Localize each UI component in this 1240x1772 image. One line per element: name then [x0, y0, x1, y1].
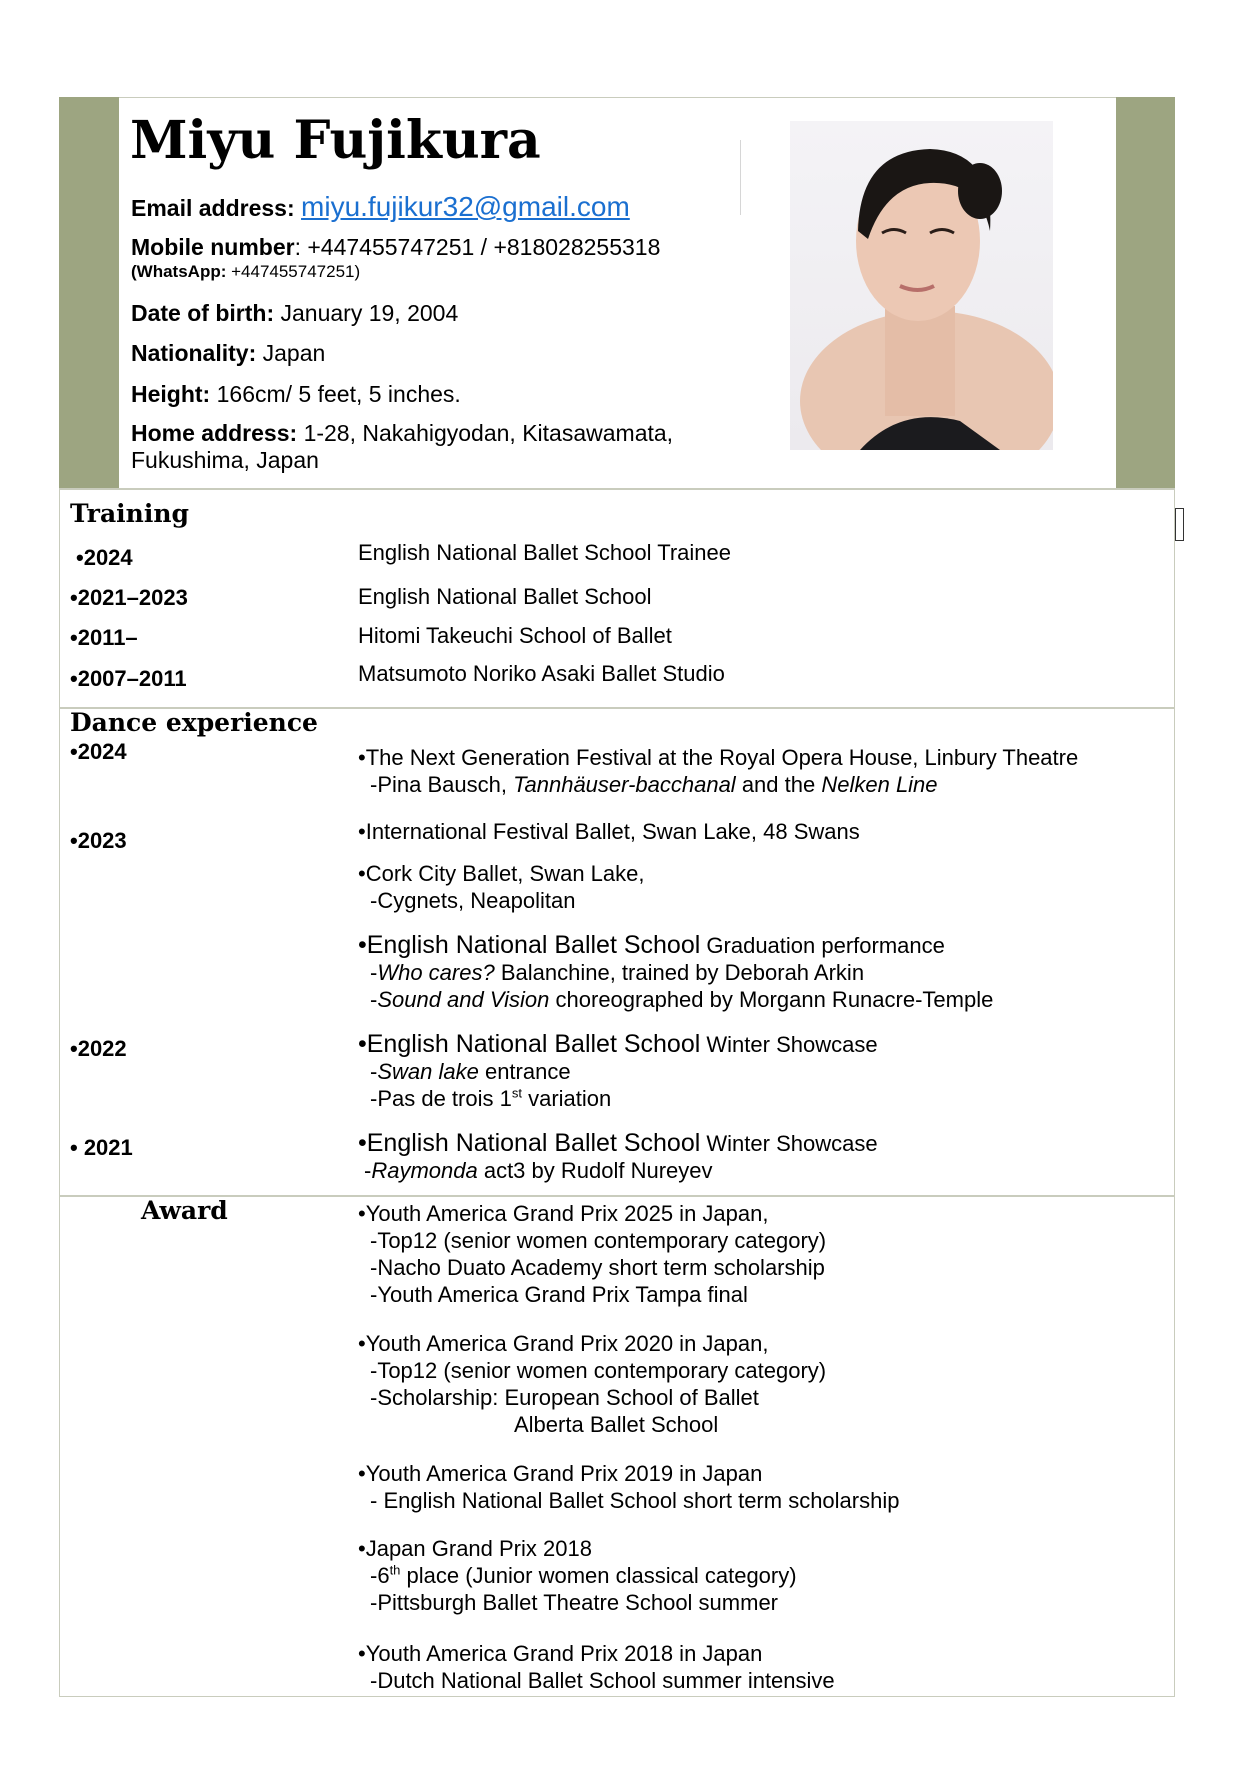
candidate-name: Miyu Fujikura [130, 110, 541, 171]
address-row [131, 420, 673, 447]
profile-photo [790, 121, 1053, 450]
email-link[interactable]: miyu.fujikur32@gmail.com [301, 191, 630, 222]
text: and the [735, 772, 822, 797]
award-entry [358, 1640, 835, 1694]
award-entry [358, 1330, 826, 1438]
work-title: Swan lake [377, 1059, 479, 1084]
mobile-row [131, 234, 660, 261]
text: - [364, 1158, 372, 1183]
award-line: •Youth America Grand Prix 2019 in Japan [358, 1461, 763, 1486]
award-line [358, 1562, 797, 1589]
award-line: -Youth America Grand Prix Tampa final [370, 1282, 748, 1307]
dance-line [358, 1157, 878, 1184]
whatsapp-value: +447455747251) [231, 262, 361, 281]
training-date: •2011– [70, 625, 138, 650]
work-title: Who cares? [377, 960, 495, 985]
text: choreographed by Morgann Runacre-Temple [549, 987, 994, 1012]
dob-row [131, 300, 458, 327]
whatsapp-label: (WhatsApp: [131, 262, 227, 281]
superscript: st [511, 1085, 522, 1101]
dance-line [358, 1085, 878, 1112]
email-label: Email address: [131, 195, 295, 221]
dob-label: Date of birth: [131, 300, 275, 326]
award-line: •Youth America Grand Prix 2020 in Japan, [358, 1331, 769, 1356]
dance-date: •2022 [70, 1036, 127, 1061]
work-title: Sound and Vision [377, 987, 550, 1012]
dance-entry: •International Festival Ballet, Swan Lake, 48 Swans [358, 819, 860, 844]
height-label: Height: [131, 381, 211, 407]
dance-line [358, 932, 993, 959]
training-date: •2021–2023 [70, 585, 188, 610]
award-line: Alberta Ballet School [514, 1412, 719, 1437]
text: - [370, 1059, 378, 1084]
school-name: •English National Ballet School [358, 1129, 701, 1157]
header-band-right [1116, 97, 1175, 489]
text: - [370, 987, 378, 1012]
text: entrance [478, 1059, 571, 1084]
training-entry: English National Ballet School Trainee [358, 540, 732, 565]
training-title: Training [70, 499, 189, 528]
dance-date: •2024 [70, 739, 127, 764]
dance-line [358, 1058, 878, 1085]
dance-line [358, 1031, 878, 1058]
whatsapp-row [131, 262, 360, 282]
dance-line: •The Next Generation Festival at the Royal Opera House, Linbury Theatre [358, 745, 1079, 770]
mobile-label: Mobile number [131, 234, 295, 260]
training-entry: Hitomi Takeuchi School of Ballet [358, 623, 672, 648]
height-row [131, 381, 461, 408]
dance-line: •Cork City Ballet, Swan Lake, [358, 861, 645, 886]
training-entry: English National Ballet School [358, 584, 652, 609]
training-date: •2024 [76, 545, 133, 570]
address-line-1: 1-28, Nakahigyodan, Kitasawamata, [303, 420, 674, 446]
text: place (Junior women classical category) [400, 1563, 797, 1588]
text: variation [521, 1086, 612, 1111]
dance-title: Dance experience [70, 708, 318, 737]
nationality-row [131, 340, 325, 367]
portrait-illustration [790, 121, 1053, 450]
text: -Pina Bausch, [370, 772, 514, 797]
work-title: Tannhäuser-bacchanal [513, 772, 736, 797]
dance-entry [358, 1130, 878, 1184]
dance-line: -Cygnets, Neapolitan [370, 888, 576, 913]
dance-line [358, 771, 1078, 798]
work-title: Raymonda [371, 1158, 478, 1183]
nationality-value: Japan [262, 340, 326, 366]
dance-entry [358, 744, 1078, 798]
award-line: -Nacho Duato Academy short term scholarship [370, 1255, 825, 1280]
superscript: th [389, 1562, 401, 1578]
award-line: -Scholarship: European School of Ballet [370, 1385, 759, 1410]
award-entry [358, 1200, 826, 1308]
award-line: •Japan Grand Prix 2018 [358, 1536, 592, 1561]
dance-entry [358, 1031, 878, 1112]
header-divider [740, 140, 741, 215]
text: -Pas de trois 1 [370, 1086, 512, 1111]
dob-value: January 19, 2004 [280, 300, 459, 326]
training-entry: Matsumoto Noriko Asaki Ballet Studio [358, 661, 725, 686]
dance-date: •2023 [70, 828, 127, 853]
award-line: •Youth America Grand Prix 2018 in Japan [358, 1641, 763, 1666]
award-line: •Youth America Grand Prix 2025 in Japan, [358, 1201, 769, 1226]
dance-entry [358, 932, 993, 1013]
text: Graduation performance [700, 933, 945, 958]
address-label: Home address: [131, 420, 298, 446]
award-entry [358, 1460, 899, 1514]
school-name: •English National Ballet School [358, 1030, 701, 1058]
email-row [131, 193, 630, 222]
award-line: - English National Ballet School short term scholarship [370, 1488, 900, 1513]
dance-entry [358, 860, 644, 914]
text-cursor-marker [1175, 508, 1184, 541]
address-row-2 [131, 447, 319, 474]
training-date: •2007–2011 [70, 666, 187, 691]
dance-line [358, 959, 993, 986]
award-line: -Dutch National Ballet School summer intensive [370, 1668, 835, 1693]
height-value: 166cm/ 5 feet, 5 inches. [216, 381, 461, 407]
school-name: •English National Ballet School [358, 931, 701, 959]
mobile-value: : +447455747251 / +818028255318 [294, 234, 661, 260]
nationality-label: Nationality: [131, 340, 257, 366]
dance-line [358, 1130, 878, 1157]
address-line-2: Fukushima, Japan [131, 447, 319, 473]
award-line: -Pittsburgh Ballet Theatre School summer [370, 1590, 778, 1615]
header-band-left [59, 97, 119, 489]
text: act3 by Rudolf Nureyev [477, 1158, 713, 1183]
text: Winter Showcase [700, 1032, 878, 1057]
rule-header [59, 488, 1175, 490]
text: - [370, 960, 378, 985]
award-entry [358, 1535, 797, 1616]
award-line: -Top12 (senior women contemporary category) [370, 1358, 827, 1383]
text: Balanchine, trained by Deborah Arkin [494, 960, 865, 985]
award-title: Award [141, 1196, 228, 1225]
award-line: -Top12 (senior women contemporary category) [370, 1228, 827, 1253]
dance-line [358, 986, 993, 1013]
text: Winter Showcase [700, 1131, 878, 1156]
dance-date: • 2021 [70, 1135, 133, 1160]
text: -6 [370, 1563, 390, 1588]
work-title: Nelken Line [821, 772, 938, 797]
